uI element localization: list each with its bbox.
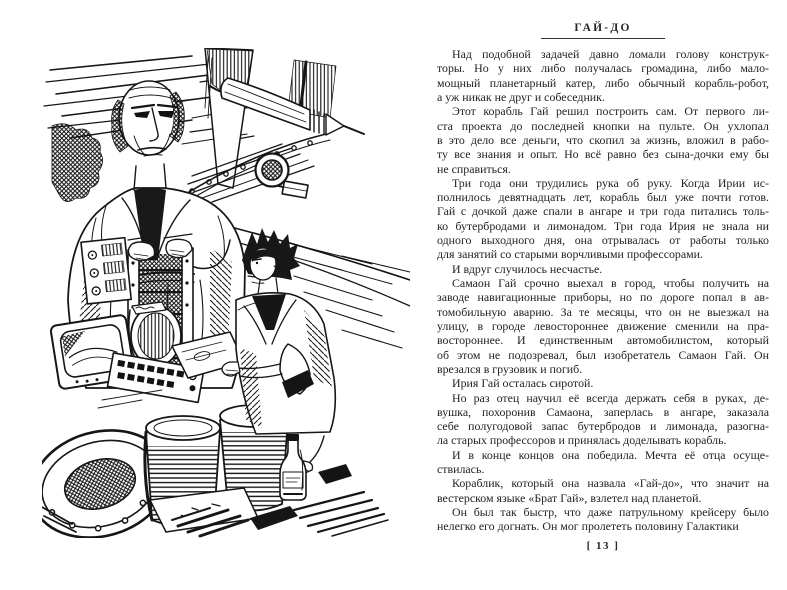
girl-hand bbox=[222, 362, 240, 376]
book-illustration bbox=[42, 48, 410, 538]
text-line: И вдруг случилось несчастье. bbox=[452, 261, 603, 276]
text-line: заводе навигационные приборы, но по дороге попал в ав- bbox=[437, 290, 769, 305]
text-line: ла старых профессоров и принялась доделывать корабль. bbox=[437, 433, 727, 448]
running-title: ГАЙ-ДО bbox=[574, 22, 632, 34]
text-line: Три года они трудились рука об руку. Когда Ирии ис- bbox=[452, 175, 769, 190]
text-line: востороннее. И единственным автомобилистом, который bbox=[437, 333, 769, 348]
text-line: полнилось девятнадцать лет, корабль был уже почти готов. bbox=[437, 190, 769, 205]
instrument-box bbox=[81, 238, 131, 304]
text-line: торы. Но у них либо получалась громадина, либо мало- bbox=[437, 61, 769, 76]
text-line: Над подобной задачей давно ломали голову конструк- bbox=[452, 47, 769, 61]
title-rule bbox=[541, 38, 665, 39]
text-line: мощный планетарный катер, либо обычный корабль-робот, bbox=[437, 75, 769, 90]
text-line: нелегко его догнать. Он мог пролететь половину Галактики bbox=[437, 519, 739, 534]
text-line: Этот корабль Гай решил построить сам. От первого ли- bbox=[452, 104, 769, 119]
text-line: Самаон Гай срочно выехал в город, чтобы получить на bbox=[452, 276, 769, 290]
text-line: томобильную аварию. За те месяцы, что он не выезжал на bbox=[437, 304, 769, 319]
text-line: вушка, похоронив Самаона, заперлась в ангаре, заказала bbox=[437, 404, 769, 419]
text-line: Он был так быстр, что даже патрульному крейсеру было bbox=[452, 505, 769, 519]
text-line: Кораблик, который она назвала «Гай-до», что значит на bbox=[452, 476, 769, 491]
text-line: для занятий со старыми ворчливыми профессорами. bbox=[437, 247, 704, 262]
text-line: врезался в грузовик и погиб. bbox=[437, 361, 583, 376]
text-line: об этом не подозревал, был изобретатель Самаон Гай. Он bbox=[437, 347, 769, 362]
page-number: [ 13 ] bbox=[586, 540, 620, 552]
body-text bbox=[437, 47, 769, 534]
text-line: в это дело все деньги, что скопил за жизнь, вложил в рабо- bbox=[437, 132, 769, 147]
text-column bbox=[437, 22, 769, 534]
text-line: одного выходного дня, она отрывалась от работы только bbox=[437, 233, 769, 248]
bush bbox=[52, 124, 103, 202]
text-line: ту все знания и опыт. Но всё равно без сына-дочки ему бы bbox=[437, 147, 769, 162]
text-line: улицу, в городе левостороннее движение сменили на пра- bbox=[437, 318, 769, 333]
text-line: не справиться. bbox=[437, 161, 511, 176]
hangar-scene-drawing bbox=[42, 48, 410, 538]
text-line: ствилась. bbox=[437, 462, 485, 477]
text-line: ко бутербродами и лимонадом. Три года Ирия не знала ни bbox=[437, 218, 769, 233]
text-line: себе полугодовой запас бутербродов и лимонада, разогна- bbox=[437, 419, 769, 434]
text-line: Но раз отец научил её всегда держать себя в руках, де- bbox=[452, 390, 769, 405]
text-line: И в конце концов она победила. Мечта её отца осуще- bbox=[452, 447, 769, 462]
text-line: Гай с дочкой даже спали в ангаре и три года питались толь- bbox=[437, 204, 769, 219]
text-line: вестерском языке «Брат Гай», взлетел над планетой. bbox=[437, 490, 702, 505]
left-hand bbox=[128, 242, 154, 261]
text-line: Ирия Гай осталась сиротой. bbox=[452, 376, 594, 391]
text-line: ста проекта до последней кнопки на пульте. Он ухлопал bbox=[437, 118, 769, 133]
text-line: а уж никак не друг и собеседник. bbox=[437, 89, 605, 104]
